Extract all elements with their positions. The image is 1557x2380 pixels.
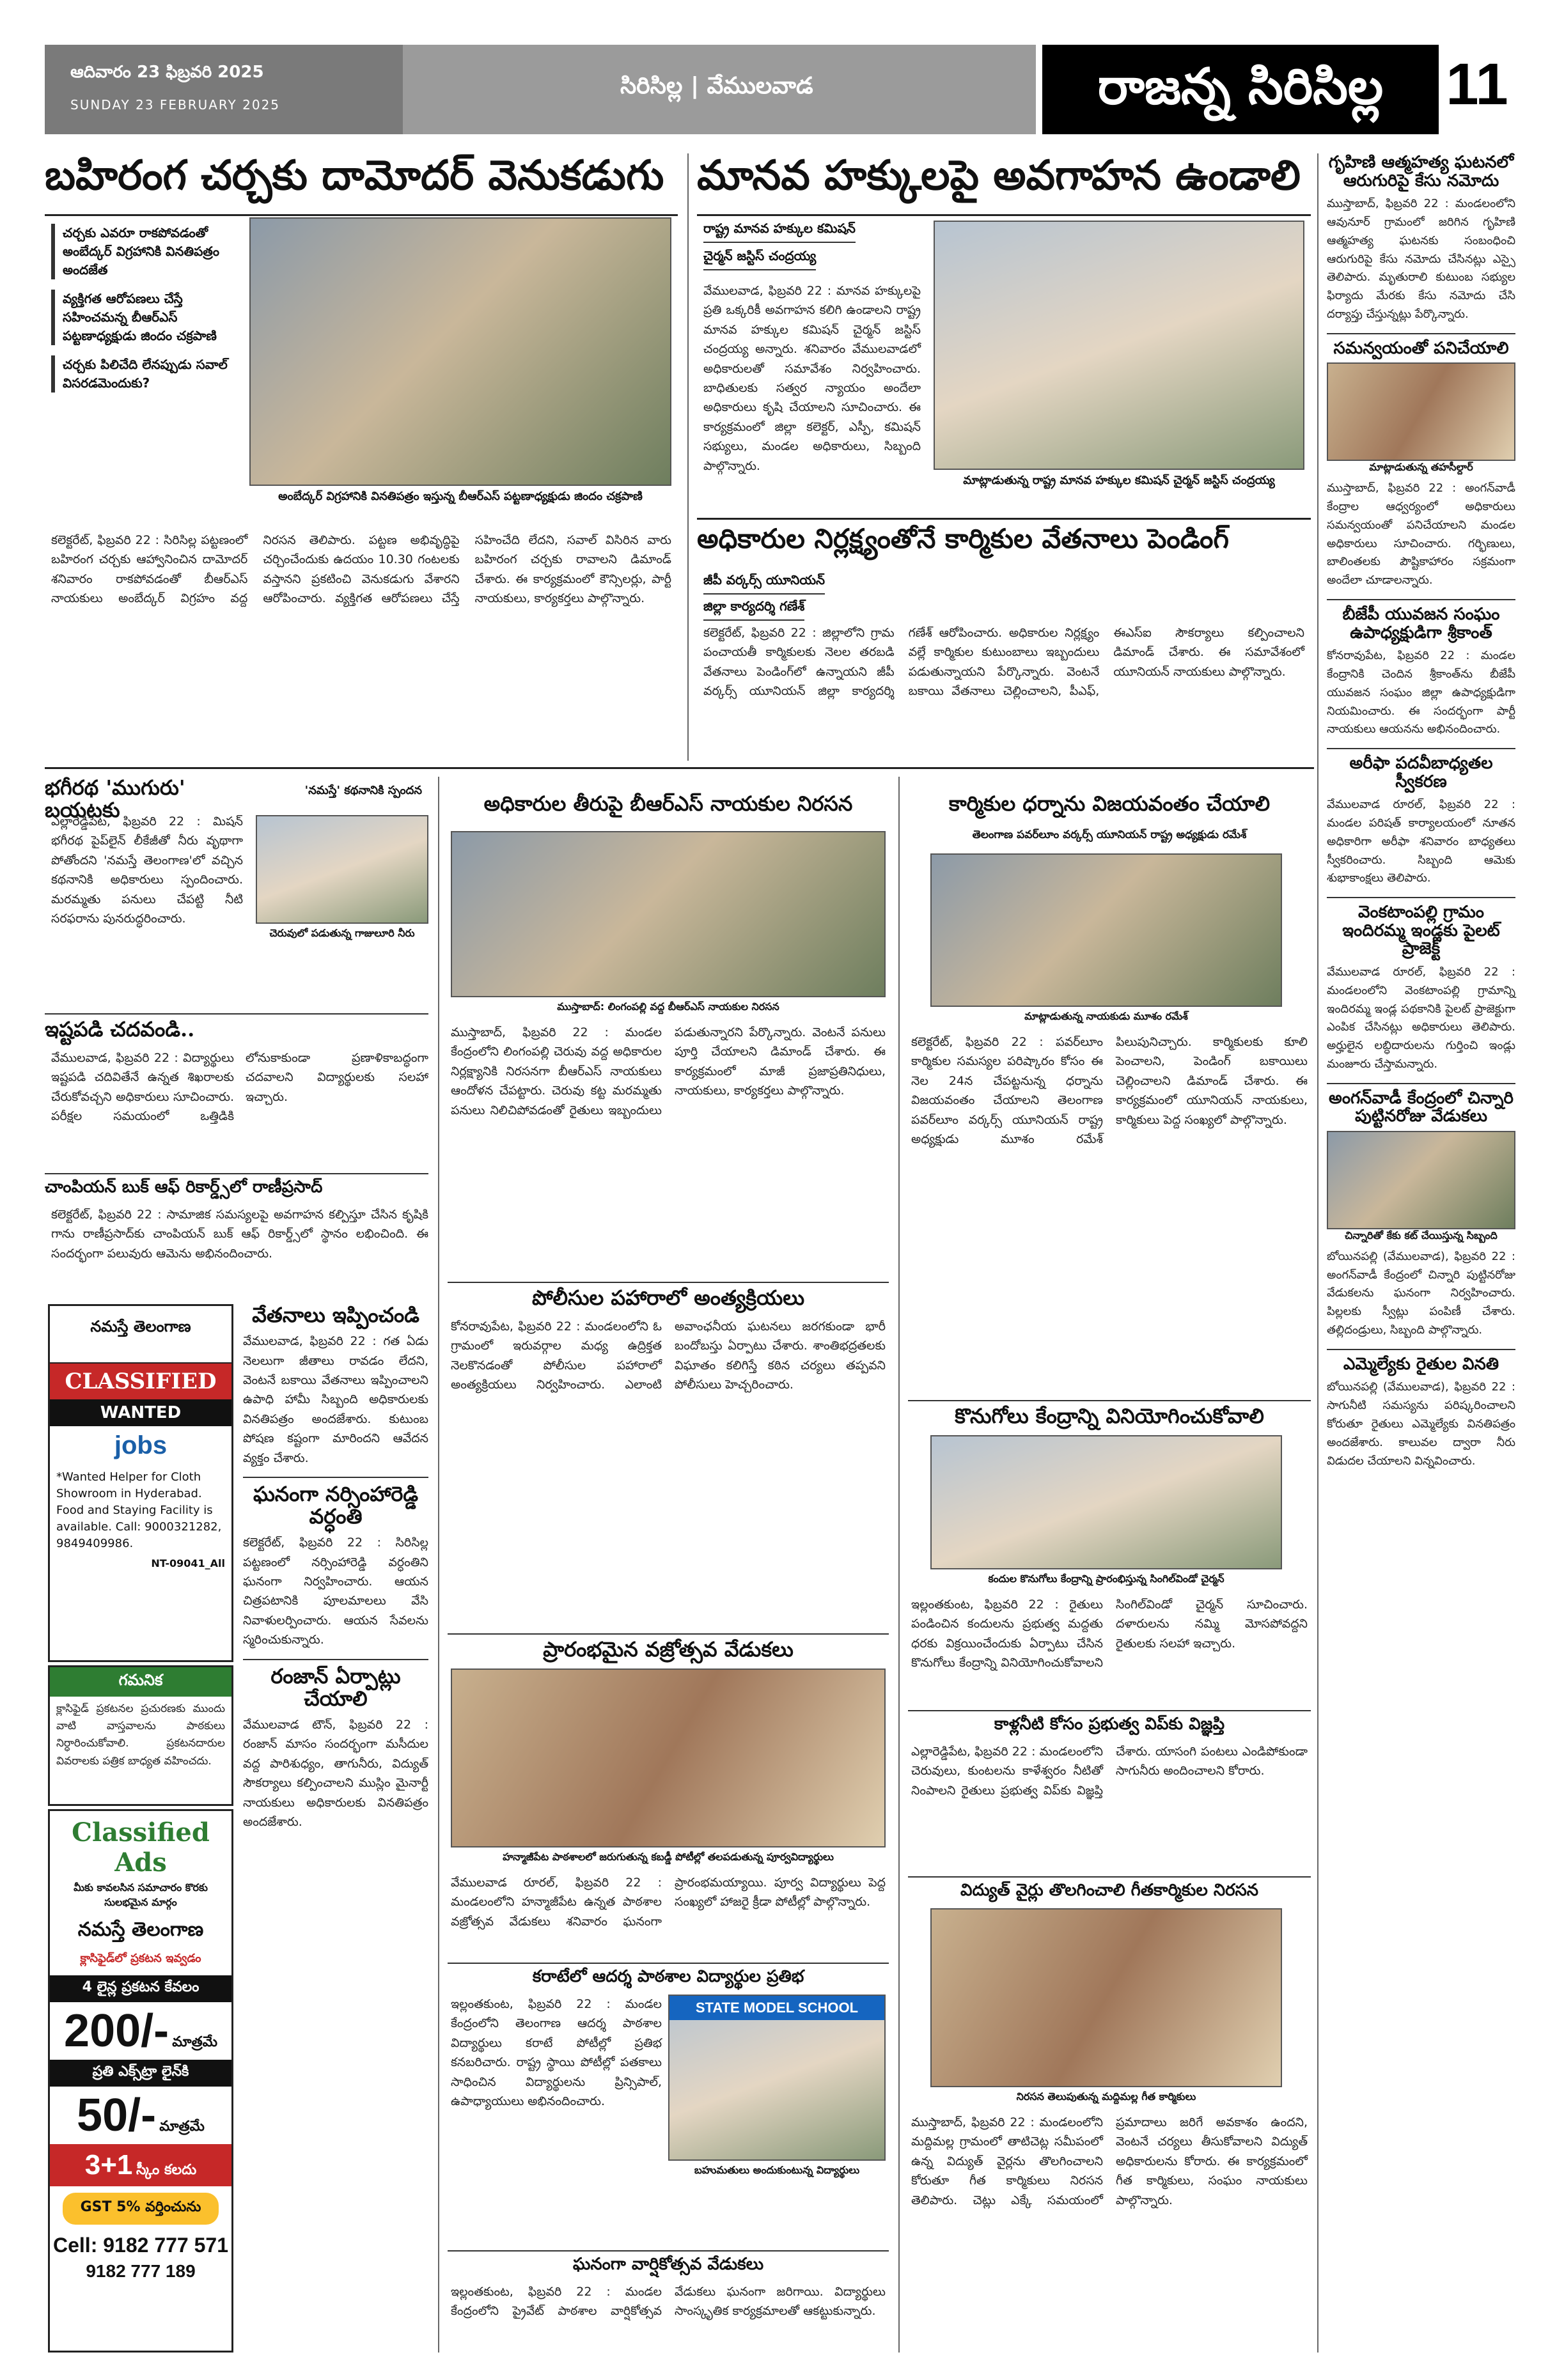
notice-head: గమనిక — [50, 1667, 231, 1697]
promo-brand: నమస్తే తెలంగాణ — [77, 1918, 204, 1941]
lead-right-caption: మాట్లాడుతున్న రాష్ట్ర మానవ హక్కుల కమిషన్ చైర్మన్ జస్టిస్ చంద్రయ్య — [963, 474, 1275, 487]
wages-headline: అధికారుల నిర్లక్ష్యంతోనే కార్మికుల వేతనాలు పెండింగ్ — [697, 523, 1229, 554]
kommu-body: ఇల్లంతకుంట, ఫిబ్రవరి 22 : రైతులు పండించిన కందులను ప్రభుత్వ మద్దతు ధరకు విక్రయించేందుకు ఏర్పాటు చేసిన కొనుగోలు కేంద్రాన్ని వినియోగించుకోవాలని సింగిల్‌విండో చైర్మన్ సూచించారు. దళారులను నమ్మి మోసపోవద్దని రైతులకు సలహా ఇచ్చారు. — [911, 1598, 1308, 1670]
cell-number-1: Cell: 9182 777 571 — [53, 2234, 228, 2257]
byline-line2: చైర్మన్ జస్టిస్ చంద్రయ్య — [703, 248, 816, 270]
notice-body: క్లాసిఫైడ్ ప్రకటనల ప్రచురణకు ముందు వాటి వాస్తవాలను పాఠకులు నిర్ధారించుకోవాలి. ప్రకటనదారుల వివరాలకు పత్రిక బాధ్యత వహించదు. — [56, 1702, 225, 1768]
price1: 200/- — [64, 2005, 169, 2057]
kaleshwaram-headline: కాళ్లనీటి కోసం ప్రభుత్వ విప్‌కు విజ్ఞప్తి — [908, 1710, 1311, 1739]
model-school-headline: కరాటేలో ఆదర్శ పాఠశాల విద్యార్థుల ప్రతిభ — [448, 1963, 889, 1991]
sc-story2-headline: ఘనంగా నర్సింహారెడ్డి వర్ధంతి — [243, 1477, 428, 1528]
right-column — [1327, 153, 1515, 2353]
price2: 50/- — [77, 2090, 157, 2141]
classified-brand: నమస్తే తెలంగాణ — [50, 1306, 231, 1364]
rc-story6-caption: చిన్నారితో కేకు కట్ చేయిస్తున్న సిబ్బంది — [1345, 1229, 1498, 1242]
lead-right-headline: మానవ హక్కులపై అవగాహన ఉండాలి — [697, 152, 1301, 199]
police-body: కోనరావుపేట, ఫిబ్రవరి 22 : మండలంలోని ఓ గ్రామంలో ఇరువర్గాల మధ్య ఉద్రిక్తత నెలకొనడంతో పోలీసుల పహారాలో అంత్యక్రియలు నిర్వహించారు. ఎలాంటి అవాంఛనీయ ఘటనలు జరగకుండా భారీ బందోబస్తు ఏర్పాటు చేశారు. శాంతిభద్రతలకు విఘాతం కలిగిస్తే కఠిన చర్యలు తప్పవని పోలీసులు హెచ్చరించారు. — [451, 1319, 886, 1392]
lead-left-photo — [249, 217, 671, 486]
sc-story1-body: వేములవాడ, ఫిబ్రవరి 22 : గత ఏడు నెలలుగా జీతాలు రావడం లేదని, వెంటనే బకాయి వేతనాలు ఇప్పించాలని ఉపాధి హామీ సిబ్బంది అధికారులకు వినతిపత్రం అందజేశారు. కుటుంబ పోషణ కష్టంగా మారిందని ఆవేదన వ్యక్తం చేశారు. — [243, 1334, 428, 1465]
byline-line1: రాష్ట్ర మానవ హక్కుల కమిషన్ — [703, 221, 856, 243]
sc-story3-headline: రంజాన్ ఏర్పాట్లు చేయాలి — [243, 1659, 428, 1710]
offer3: 3+1 — [84, 2149, 133, 2181]
date-english: SUNDAY 23 FEBRUARY 2025 — [70, 97, 281, 113]
ishtapadi-headline: ఇష్టపడి చదవండి.. — [45, 1013, 428, 1045]
notice-box — [48, 1665, 233, 1806]
offer3-suffix: స్కీం కలదు — [136, 2162, 197, 2178]
ishtapadi-body: వేములవాడ, ఫిబ్రవరి 22 : విద్యార్థులు ఇష్టపడి చదివితేనే ఉన్నత శిఖరాలకు చేరుకోవచ్చని అధికారులు సూచించారు. పరీక్షల సమయంలో ఒత్తిడికి లోనుకాకుండా ప్రణాళికాబద్ధంగా చదవాలని విద్యార్థులకు సలహా ఇచ్చారు. — [51, 1051, 428, 1124]
wanted-ad-text: *Wanted Helper for Cloth Showroom in Hyderabad. Food and Staying Facility is available. Call: 9000321282, 9849409986. — [56, 1470, 222, 1551]
lead-left-caption: అంబేద్కర్ విగ్రహానికి వినతిపత్రం ఇస్తున్న బీఆర్ఎస్ పట్టణాధ్యక్షుడు జిందం చక్రపాణి — [278, 490, 643, 503]
price1-suffix: మాత్రమే — [172, 2034, 217, 2050]
classified-promo — [48, 1809, 233, 2353]
wanted-ad-code: NT-09041_All — [151, 1557, 225, 1570]
sports-caption: హన్మాజీపేట పాఠశాలలో జరుగుతున్న కబడ్డీ పోటీల్లో తలపడుతున్న పూర్వవిద్యార్థులు — [503, 1851, 834, 1863]
lead-left-body: కలెక్టరేట్, ఫిబ్రవరి 22 : సిరిసిల్ల పట్టణంలో బహిరంగ చర్చకు ఆహ్వానించిన దామోదర్ శనివారం రాకపోవడంతో బీఆర్ఎస్ నాయకులు అంబేద్కర్ విగ్రహం వద్ద నిరసన తెలిపారు. పట్టణ అభివృద్ధిపై చర్చించేందుకు ఉదయం 10.30 గంటలకు వస్తానని ప్రకటించి వెనుకడుగు వేశారని ఆరోపించారు. వ్యక్తిగత ఆరోపణలు చేస్తే సహించేది లేదని, సవాల్ విసిరిన వారు బహిరంగ చర్చకు రావాలని డిమాండ్ చేశారు. ఈ కార్యక్రమంలో కౌన్సిలర్లు, పార్టీ నాయకులు, కార్యకర్తలు పాల్గొన్నారు. — [51, 533, 671, 606]
gita-photo — [930, 1908, 1282, 2087]
dharna-headline: కార్మికుల ధర్నాను విజయవంతం చేయాలి — [948, 791, 1271, 816]
rc-story2-photo — [1327, 362, 1515, 461]
rc-story5-headline: వెంకటాంపల్లి గ్రామం ఇందిరమ్మ ఇండ్లకు పైలట్ ప్రాజెక్ట్ — [1327, 897, 1515, 958]
bullet-2: వ్యక్తిగత ఆరోపణలు చేస్తే సహించమన్న బీఆర్ఎస్ పట్టణాధ్యక్షుడు జిందం చక్రపాణి — [51, 290, 237, 345]
rc-story4-headline: అరీఫా పదవీబాధ్యతల స్వీకరణ — [1327, 748, 1515, 791]
rc-story7-body: బోయినపల్లి (వేములవాడ), ఫిబ్రవరి 22 : సాగునీటి సమస్యను పరిష్కరించాలని కోరుతూ రైతులు ఎమ్మెల్యేకు వినతిపత్రం అందజేశారు. కాలువల ద్వారా నీరు విడుదల చేయాలని విన్నవించారు. — [1327, 1380, 1515, 1468]
wages-byline — [703, 572, 895, 623]
dharna-body: కలెక్టరేట్, ఫిబ్రవరి 22 : పవర్‌లూం కార్మికుల సమస్యల పరిష్కారం కోసం ఈ నెల 24న చేపట్టనున్న ధర్నాను విజయవంతం చేయాలని తెలంగాణ పవర్‌లూం వర్కర్స్ యూనియన్ రాష్ట్ర అధ్యక్షుడు మూశం రమేశ్ పిలుపునిచ్చారు. కార్మికులకు కూలి పెంచాలని, పెండింగ్ బకాయిలు చెల్లించాలని డిమాండ్ చేశారు. ఈ కార్యక్రమంలో యూనియన్ నాయకులు, కార్మికులు పెద్ద సంఖ్యలో పాల్గొన్నారు. — [911, 1035, 1308, 1146]
record-body: కలెక్టరేట్, ఫిబ్రవరి 22 : సామాజిక సమస్యలపై అవగాహన కల్పిస్తూ చేసిన కృషికి గాను రాణీప్రసాద్‌కు చాంపియన్ బుక్ ఆఫ్ రికార్డ్స్‌లో స్థానం లభించింది. ఈ సందర్భంగా పలువురు ఆమెను అభినందించారు. — [51, 1208, 428, 1261]
brs-photo — [451, 831, 886, 997]
lead-right-photo — [934, 221, 1304, 470]
price2-suffix: మాత్రమే — [159, 2119, 205, 2135]
dharna-photo — [930, 853, 1282, 1007]
wages-byline-2: జిల్లా కార్యదర్శి గణేశ్ — [703, 598, 804, 621]
rc-story3-headline: బీజేపీ యువజన సంఘం ఉపాధ్యక్షుడిగా శ్రీకాంత్ — [1327, 599, 1515, 642]
rc-story2-caption: మాట్లాడుతున్న తహసీల్దార్ — [1369, 461, 1473, 474]
kommu-caption: కందుల కొనుగోలు కేంద్రాన్ని ప్రారంభిస్తున్న సింగిల్‌విండో చైర్మన్ — [988, 1573, 1224, 1585]
lead-left-bullets — [51, 224, 237, 582]
rc-story1-headline: గృహిణి ఆత్మహత్య ఘటనలో ఆరుగురిపై కేసు నమోదు — [1328, 153, 1514, 191]
classified-label: CLASSIFIED — [50, 1364, 231, 1399]
bhagiratha-headline: భగీరథ 'ముగురు' బయటకు — [45, 775, 185, 823]
wages-byline-1: జీపీ వర్కర్స్ యూనియన్ — [703, 572, 825, 595]
rc-story4-body: వేములవాడ రూరల్, ఫిబ్రవరి 22 : మండల పరిషత్ కార్యాలయంలో నూతన అధికారిగా అరీఫా శనివారం బాధ్యతలు స్వీకరించారు. సిబ్బంది ఆమెకు శుభాకాంక్షలు తెలిపారు. — [1327, 798, 1515, 885]
rc-story3-body: కోనరావుపేట, ఫిబ్రవరి 22 : మండల కేంద్రానికి చెందిన శ్రీకాంత్‌ను బీజేపీ యువజన సంఘం జిల్లా ఉపాధ్యక్షుడిగా నియమించారు. ఈ సందర్భంగా పార్టీ నాయకులు ఆయనను అభినందించారు. — [1327, 649, 1515, 736]
lead-right-body-col1: వేములవాడ, ఫిబ్రవరి 22 : మానవ హక్కులపై ప్రతి ఒక్కరికీ అవగాహన కలిగి ఉండాలని రాష్ట్ర మానవ హక్కుల కమిషన్ చైర్మన్ జస్టిస్ చంద్రయ్య అన్నారు. శనివారం వేములవాడలో అధికారులతో సమావేశం నిర్వహించారు. బాధితులకు సత్వర న్యాయం అందేలా అధికారులు కృషి చేయాలని సూచించారు. ఈ కార్యక్రమంలో జిల్లా కలెక్టర్, ఎస్పీ, కమిషన్ సభ్యులు, మండల అధికారులు, సిబ్బంది పాల్గొన్నారు. — [703, 284, 921, 473]
offer1: 4 లైన్ల ప్రకటన కేవలం — [50, 1975, 231, 2002]
sports-photo — [451, 1668, 886, 1847]
brs-body: ముస్తాబాద్, ఫిబ్రవరి 22 : మండల కేంద్రంలోని లింగంపల్లి చెరువు వద్ద అధికారుల నిర్లక్ష్యానికి నిరసనగా బీఆర్ఎస్ నాయకులు ఆందోళన చేపట్టారు. చెరువు కట్ట మరమ్మతు పనులు నిలిచిపోవడంతో రైతులు ఇబ్బందులు పడుతున్నారని పేర్కొన్నారు. వెంటనే పనులు పూర్తి చేయాలని డిమాండ్ చేశారు. ఈ కార్యక్రమంలో మాజీ ప్రజాప్రతినిధులు, నాయకులు, కార్యకర్తలు పాల్గొన్నారు. — [451, 1025, 886, 1117]
wanted-label: WANTED — [50, 1399, 231, 1426]
rc-story6-photo — [1327, 1131, 1515, 1229]
date-telugu: ఆదివారం 23 ఫిబ్రవరి 2025 — [70, 63, 264, 82]
police-headline: పోలీసుల పహారాలో అంత్యక్రియలు — [448, 1282, 889, 1314]
brs-caption: ముస్తాబాద్: లింగంపల్లి వద్ద బీఆర్ఎస్ నాయకుల నిరసన — [557, 1000, 779, 1013]
small-column — [243, 1304, 428, 2353]
gita-headline: విద్యుత్ వైర్లు తొలగించాలి గీతకార్మికుల నిరసన — [908, 1876, 1311, 1905]
bhagiratha-tag: 'నమస్తే' కథనానికి స్పందన — [304, 784, 422, 797]
promo-title: Classified Ads — [72, 1817, 210, 1878]
classified-ad — [48, 1304, 233, 1662]
bhagiratha-caption: చెరువులో పడుతున్న గాజులూరి నీరు — [269, 927, 415, 939]
model-school-photo — [668, 1995, 886, 2161]
lead-right-byline — [703, 221, 921, 278]
rc-story7-headline: ఎమ్మెల్యేకు రైతుల వినతి — [1327, 1349, 1515, 1374]
rc-story6-headline: అంగన్‌వాడీ కేంద్రంలో చిన్నారి పుట్టినరోజు వేడుకలు — [1327, 1083, 1515, 1126]
dharna-byline: తెలంగాణ పవర్‌లూం వర్కర్స్ యూనియన్ రాష్ట్ర అధ్యక్షుడు రమేశ్ — [972, 828, 1247, 841]
model-school-caption: బహుమతులు అందుకుంటున్న విద్యార్థులు — [694, 2164, 860, 2176]
sc-story2-body: కలెక్టరేట్, ఫిబ్రవరి 22 : సిరిసిల్ల పట్టణంలో నర్సింహారెడ్డి వర్ధంతిని ఘనంగా నిర్వహించారు. ఆయన చిత్రపటానికి పూలమాలలు వేసి నివాళులర్పించారు. ఆయన సేవలను స్మరించుకున్నారు. — [243, 1536, 428, 1647]
rc-story5-body: వేములవాడ రూరల్, ఫిబ్రవరి 22 : మండలంలోని వెంకటాంపల్లి గ్రామాన్ని ఇందిరమ్మ ఇండ్ల పథకానికి పైలట్ ప్రాజెక్టుగా ఎంపిక చేసినట్లు అధికారులు తెలిపారు. అర్హులైన లబ్ధిదారులను గుర్తించి ఇండ్లు మంజూరు చేస్తామన్నారు. — [1327, 965, 1515, 1071]
offer2: ప్రతి ఎక్స్‌ట్రా లైన్‌కి — [50, 2060, 231, 2087]
bhagiratha-photo — [256, 815, 428, 924]
record-headline: చాంపియన్ బుక్ ఆఫ్ రికార్డ్స్‌లో రాణీప్రసాద్ — [45, 1173, 428, 1202]
rc-story2-headline: సమన్వయంతో పనిచేయాలి — [1327, 333, 1515, 358]
cell-number-2: 9182 777 189 — [86, 2261, 196, 2281]
kaleshwaram-body: ఎల్లారెడ్డిపేట, ఫిబ్రవరి 22 : మండలంలోని చెరువులు, కుంటలను కాళేశ్వరం నీటితో నింపాలని రైతులు ప్రభుత్వ విప్‌కు విజ్ఞప్తి చేశారు. యాసంగి పంటలు ఎండిపోకుండా సాగునీరు అందించాలని కోరారు. — [911, 1745, 1308, 1798]
wages-body: కలెక్టరేట్, ఫిబ్రవరి 22 : జిల్లాలోని గ్రామ పంచాయతీ కార్మికులకు నెలల తరబడి వేతనాలు పెండింగ్‌లో ఉన్నాయని జీపీ వర్కర్స్ యూనియన్ జిల్లా కార్యదర్శి గణేశ్ ఆరోపించారు. అధికారుల నిర్లక్ష్యం వల్లే కార్మికుల కుటుంబాలు ఇబ్బందులు పడుతున్నాయని పేర్కొన్నారు. వెంటనే బకాయి వేతనాలు చెల్లించాలని, పీఎఫ్, ఈఎస్ఐ సౌకర్యాలు కల్పించాలని డిమాండ్ చేశారు. ఈ సమావేశంలో యూనియన్ నాయకులు పాల్గొన్నారు. — [703, 626, 1304, 699]
kommu-headline: కొనుగోలు కేంద్రాన్ని వినియోగించుకోవాలి — [908, 1400, 1311, 1432]
brs-headline: అధికారుల తీరుపై బీఆర్ఎస్ నాయకుల నిరసన — [483, 791, 853, 816]
anniversary-body: ఇల్లంతకుంట, ఫిబ్రవరి 22 : మండల కేంద్రంలోని ప్రైవేట్ పాఠశాల వార్షికోత్సవ వేడుకలు ఘనంగా జరిగాయి. విద్యార్థులు సాంస్కృతిక కార్యక్రమాలతో ఆకట్టుకున్నారు. — [451, 2285, 886, 2319]
model-school-body: ఇల్లంతకుంట, ఫిబ్రవరి 22 : మండల కేంద్రంలోని తెలంగాణ ఆదర్శ పాఠశాల విద్యార్థులు కరాటే పోటీల్లో ప్రతిభ కనబరిచారు. రాష్ట్ర స్థాయి పోటీల్లో పతకాలు సాధించిన విద్యార్థులను ప్రిన్సిపాల్, ఉపాధ్యాయులు అభినందించారు. — [451, 1997, 662, 2108]
bullet-1: చర్చకు ఎవరూ రాకపోవడంతో అంబేద్కర్ విగ్రహానికి వినతిపత్రం అందజేత — [51, 224, 237, 279]
model-school-banner: STATE MODEL SCHOOL — [669, 1996, 884, 2020]
rc-story2-body: ముస్తాబాద్, ఫిబ్రవరి 22 : అంగన్‌వాడీ కేంద్రాల ఆధ్వర్యంలో అధికారులు సమన్వయంతో పనిచేయాలని మండల అధికారులు సూచించారు. గర్భిణులు, బాలింతలకు పౌష్టికాహారం సక్రమంగా అందేలా చూడాలన్నారు. — [1327, 481, 1515, 587]
gst-note: GST 5% వర్తించును — [63, 2193, 219, 2225]
bullet-3: చర్చకు పిలిచేది లేనప్పుడు సవాల్ విసరడమెందుకు? — [51, 355, 237, 393]
anniversary-headline: ఘనంగా వార్షికోత్సవ వేడుకలు — [448, 2250, 889, 2279]
kommu-photo — [930, 1435, 1282, 1569]
sports-body: వేములవాడ రూరల్, ఫిబ్రవరి 22 : మండలంలోని హన్మాజీపేట ఉన్నత పాఠశాల వజ్రోత్సవ వేడుకలు శనివారం ఘనంగా ప్రారంభమయ్యాయి. పూర్వ విద్యార్థులు పెద్ద సంఖ్యలో హాజరై క్రీడా పోటీల్లో పాల్గొన్నారు. — [451, 1876, 886, 1929]
promo-sub: మీకు కావలసిన సమాచారం కొరకు సులభమైన మార్గం — [74, 1881, 208, 1908]
gita-body: ముస్తాబాద్, ఫిబ్రవరి 22 : మండలంలోని మద్దిమల్ల గ్రామంలో తాటిచెట్ల సమీపంలో ఉన్న విద్యుత్ వైర్లను తొలగించాలని కోరుతూ గీత కార్మికులు నిరసన తెలిపారు. చెట్లు ఎక్కే సమయంలో ప్రమాదాలు జరిగే అవకాశం ఉందని, వెంటనే చర్యలు తీసుకోవాలని విద్యుత్ అధికారులను కోరారు. ఈ కార్యక్రమంలో గీత కార్మికులు, సంఘం నాయకులు పాల్గొన్నారు. — [911, 2115, 1308, 2207]
gita-caption: నిరసన తెలుపుతున్న మద్దిమల్ల గీత కార్మికులు — [1016, 2090, 1196, 2103]
rc-story6-body: బోయినపల్లి (వేములవాడ), ఫిబ్రవరి 22 : అంగన్‌వాడీ కేంద్రంలో చిన్నారి పుట్టినరోజు వేడుకలను ఘనంగా నిర్వహించారు. పిల్లలకు స్వీట్లు పంపిణీ చేశారు. తల్లిదండ్రులు, సిబ్బంది పాల్గొన్నారు. — [1327, 1249, 1515, 1337]
lead-left-headline: బహిరంగ చర్చకు దామోదర్ వెనుకడుగు — [45, 152, 664, 199]
rc-story1-body: ముస్తాబాద్, ఫిబ్రవరి 22 : మండలంలోని ఆవునూర్ గ్రామంలో జరిగిన గృహిణి ఆత్మహత్య ఘటనకు సంబంధించి ఆరుగురిపై కేసు నమోదు చేసినట్లు ఎస్సై తెలిపారు. మృతురాలి కుటుంబ సభ్యుల ఫిర్యాదు మేరకు కేసు నమోదు చేసి దర్యాప్తు చేస్తున్నట్లు పేర్కొన్నారు. — [1327, 197, 1515, 321]
page-number: 11 — [1439, 45, 1515, 134]
sports-headline: ప్రారంభమైన వజ్రోత్సవ వేడుకలు — [448, 1633, 889, 1665]
bhagiratha-body: ఎల్లారెడ్డిపేట, ఫిబ్రవరి 22 : మిషన్ భగీరథ పైప్‌లైన్ లీకేజీతో నీరు వృథాగా పోతోందని 'నమస్తే తెలంగాణ'లో వచ్చిన కథనానికి అధికారులు స్పందించారు. మరమ్మతు పనులు చేపట్టి నీటి సరఫరాను పునరుద్ధరించారు. — [51, 814, 243, 926]
promo-line: క్లాసిఫైడ్‌లో ప్రకటన ఇవ్వడం — [80, 1952, 201, 1965]
section-label: సిరిసిల్ల | వేములవాడ — [403, 45, 1036, 134]
header-date — [45, 45, 403, 134]
edition-brand: రాజన్న సిరిసిల్ల — [1042, 45, 1439, 134]
sc-story3-body: వేములవాడ టౌన్, ఫిబ్రవరి 22 : రంజాన్ మాసం సందర్భంగా మసీదుల వద్ద పారిశుధ్యం, తాగునీరు, విద్యుత్ సౌకర్యాలు కల్పించాలని ముస్లిం మైనార్టీ నాయకులు అధికారులకు వినతిపత్రం అందజేశారు. — [243, 1718, 428, 1829]
jobs-logo: jobs — [114, 1431, 168, 1459]
sc-story1-headline: వేతనాలు ఇప్పించండి — [252, 1303, 419, 1327]
dharna-caption: మాట్లాడుతున్న నాయకుడు మూశం రమేశ్ — [1024, 1010, 1188, 1022]
